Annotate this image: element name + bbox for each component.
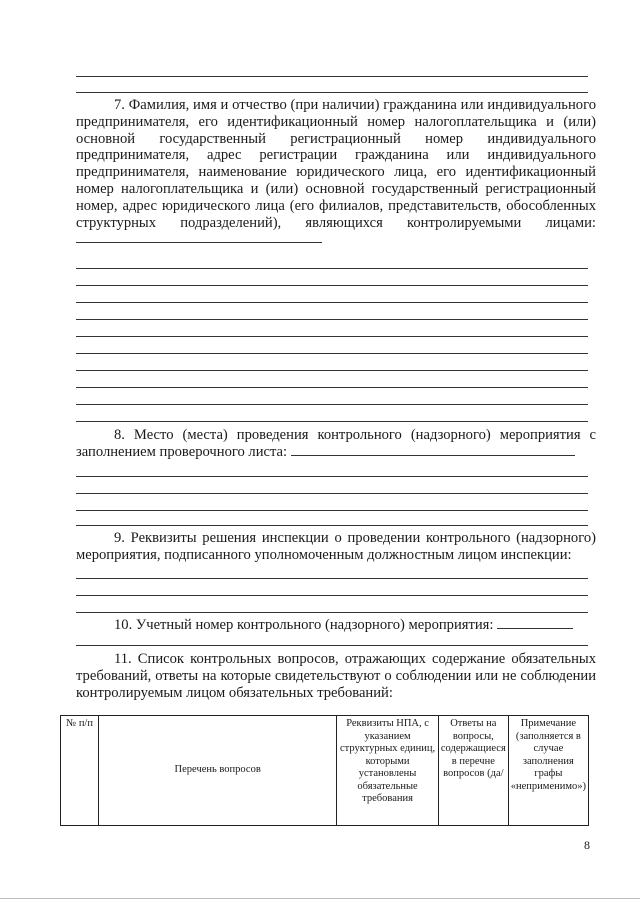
col-header-answers: Ответы на вопросы, содержащиеся в перечне вопросов (да/ <box>438 716 508 826</box>
blank-line <box>76 421 588 422</box>
blank-line <box>76 493 588 494</box>
blank-line <box>76 336 588 337</box>
section-9-text: 9. Реквизиты решения инспекции о проведении контрольного (надзорного) мероприятия, подписанного уполномоченным должностным лицом инспекции: <box>76 530 596 563</box>
section-11-text: 11. Список контрольных вопросов, отражающих содержание обязательных требований, ответы на которые свидетельствуют о соблюдении или не соблюдении контролируемым лицом обязательных требований: <box>76 651 596 701</box>
blank-line <box>76 76 588 77</box>
blank-line <box>76 645 588 646</box>
col-header-npa: Реквизиты НПА, с указанием структурных единиц, которыми установлены обязательные требования <box>337 716 439 826</box>
blank-line <box>76 319 588 320</box>
blank-line <box>76 285 588 286</box>
col-header-number: № п/п <box>61 716 99 826</box>
col-header-note: Примечание (заполняется в случае заполнения графы «неприменимо») <box>508 716 588 826</box>
blank-line <box>76 476 588 477</box>
blank-line <box>76 612 588 613</box>
page-number: 8 <box>584 838 590 852</box>
blank-line <box>76 404 588 405</box>
blank-line <box>76 370 588 371</box>
blank-line <box>76 92 588 93</box>
blank-line <box>76 268 588 269</box>
fill-line[interactable] <box>76 232 322 243</box>
fill-line[interactable] <box>291 445 575 456</box>
section-7-text: 7. Фамилия, имя и отчество (при наличии) гражданина или индивидуального предпринимателя, его идентификационный номер налогоплательщика и (или) основной государственный регистрационный номер индивидуального предпринимателя, адрес регистрации гражданина или индивидуального предпринимателя, наименование юридического лица, его идентификационный номер налогоплательщика и (или) основной государственный регистрационный номер, адрес юридического лица (его филиалов, представительств, обособленных структурных подразделений), являющихся контролируемыми лицами: <box>76 97 596 248</box>
blank-line <box>76 353 588 354</box>
col-header-questions: Перечень вопросов <box>99 716 337 826</box>
section-8-text: 8. Место (места) проведения контрольного (надзорного) мероприятия с заполнением проверочного листа: <box>76 427 596 460</box>
blank-line <box>76 302 588 303</box>
page-bottom-edge <box>0 898 640 899</box>
fill-line[interactable] <box>497 618 573 629</box>
checklist-table <box>60 715 589 826</box>
blank-line <box>76 578 588 579</box>
blank-line <box>76 387 588 388</box>
blank-line <box>76 595 588 596</box>
section-10-text: 10. Учетный номер контрольного (надзорного) мероприятия: <box>76 617 596 634</box>
blank-line <box>76 510 588 511</box>
table-header-row <box>61 716 589 826</box>
blank-line <box>76 525 588 526</box>
